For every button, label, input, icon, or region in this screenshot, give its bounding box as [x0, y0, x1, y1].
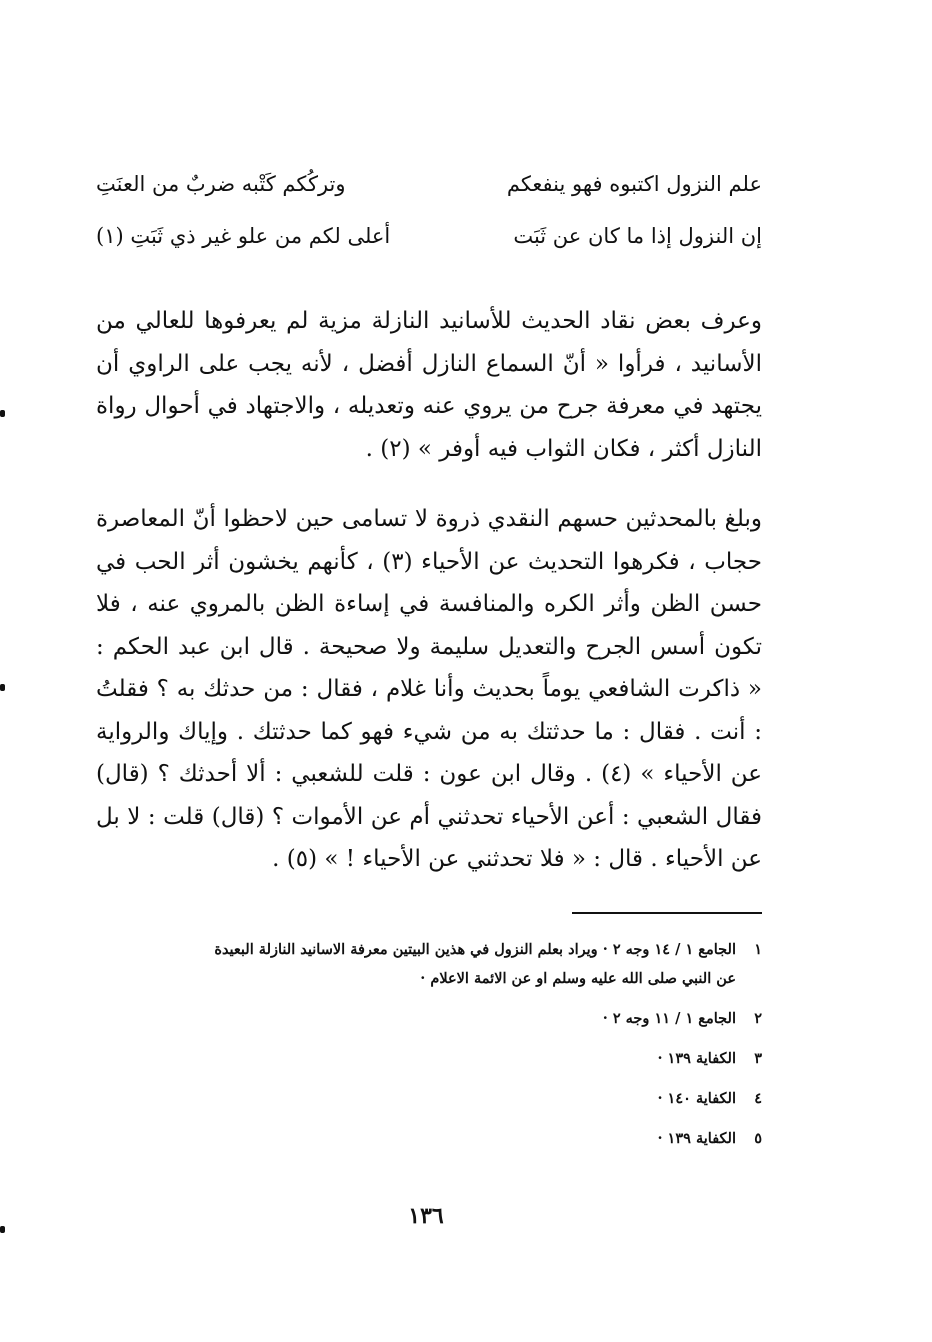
footnote-5-text: الكفاية ١٣٩ ·	[657, 1130, 736, 1147]
footnote-1-continuation: عن النبي صلى الله عليه وسلم او عن الائمة الاعلام ·	[420, 970, 736, 987]
verse-2-second-hemistich: أعلى لكم من علو غير ذي ثَبَتِ (١)	[96, 224, 391, 248]
footnote-3	[96, 1044, 762, 1073]
poem-verse-1	[96, 172, 762, 216]
footnote-1	[96, 935, 762, 993]
paragraph-2: وبلغ بالمحدثين حسهم النقدي ذروة لا تسامى حين لاحظوا أنّ المعاصرة حجاب ، فكرهوا التحديث عن الأحياء (٣) ، كأنهم يخشون أثر الحب في حسن الظن وأثر الكره والمنافسة في إساءة الظن بالمروي عنه ، فلا تكون أسس الجرح والتعديل سليمة ولا صحيحة . قال ابن عبد الحكم : « ذاكرت الشافعي يوماً بحديث وأنا غلام ، فقال : من حدثك به ؟ فقلتُ : أنت . فقال : ما حدثتك به من شيء فهو كما حدثتك . وإياك والرواية عن الأحياء » (٤) . وقال ابن عون : قلت للشعبي : ألا أحدثك ؟ (قال) فقال الشعبي : أعن الأحياء تحدثني أم عن الأموات ؟ (قال) قلت : لا بل عن الأحياء . قال : « فلا تحدثني عن الأحياء ! » (٥) .	[96, 506, 763, 872]
scan-edge-mark	[0, 410, 5, 417]
footnote-4-number: ٤	[754, 1090, 762, 1107]
paragraph-1: وعرف بعض نقاد الحديث للأسانيد النازلة مزية لم يعرفوها للعالي من الأسانيد ، فرأوا « أنّ السماع النازل أفضل ، لأنه يجب على الراوي أن يجتهد في معرفة جرح من يروي عنه وتعديله ، والاجتهاد في أحوال رواة النازل أكثر ، فكان الثواب فيه أوفر » (٢) .	[96, 308, 762, 462]
footnote-2-number: ٢	[754, 1010, 762, 1027]
footnote-5	[96, 1124, 762, 1153]
footnote-2-text: الجامع ١ / ١١ وجه ٢ ·	[602, 1010, 736, 1027]
verse-1-second-hemistich: وتركُكم كَتْبه ضربٌ من العنَتِ	[96, 172, 346, 196]
footnote-3-number: ٣	[754, 1050, 762, 1067]
footnotes-block	[96, 935, 762, 1164]
verse-1-first-hemistich: علم النزول اكتبوه فهو ينفعكم	[506, 172, 762, 196]
verse-2-first-hemistich: إن النزول إذا ما كان عن ثَبَت	[513, 224, 762, 248]
scan-edge-mark	[0, 684, 5, 691]
footnote-5-number: ٥	[754, 1130, 762, 1147]
footnote-3-text: الكفاية ١٣٩ ·	[657, 1050, 736, 1067]
poem-verse-2	[96, 224, 762, 268]
footnote-4-text: الكفاية ١٤٠ ·	[657, 1090, 736, 1107]
footnote-2	[96, 1004, 762, 1033]
footnote-1-text: الجامع ١ / ١٤ وجه ٢ · ويراد بعلم النزول في هذين البيتين معرفة الاسانيد النازلة البعيدة	[214, 941, 736, 958]
scan-edge-mark	[0, 1226, 5, 1233]
page-number: ١٣٦	[408, 1203, 444, 1229]
footnote-4	[96, 1084, 762, 1113]
footnote-separator	[572, 912, 762, 914]
footnote-1-number: ١	[754, 941, 762, 958]
